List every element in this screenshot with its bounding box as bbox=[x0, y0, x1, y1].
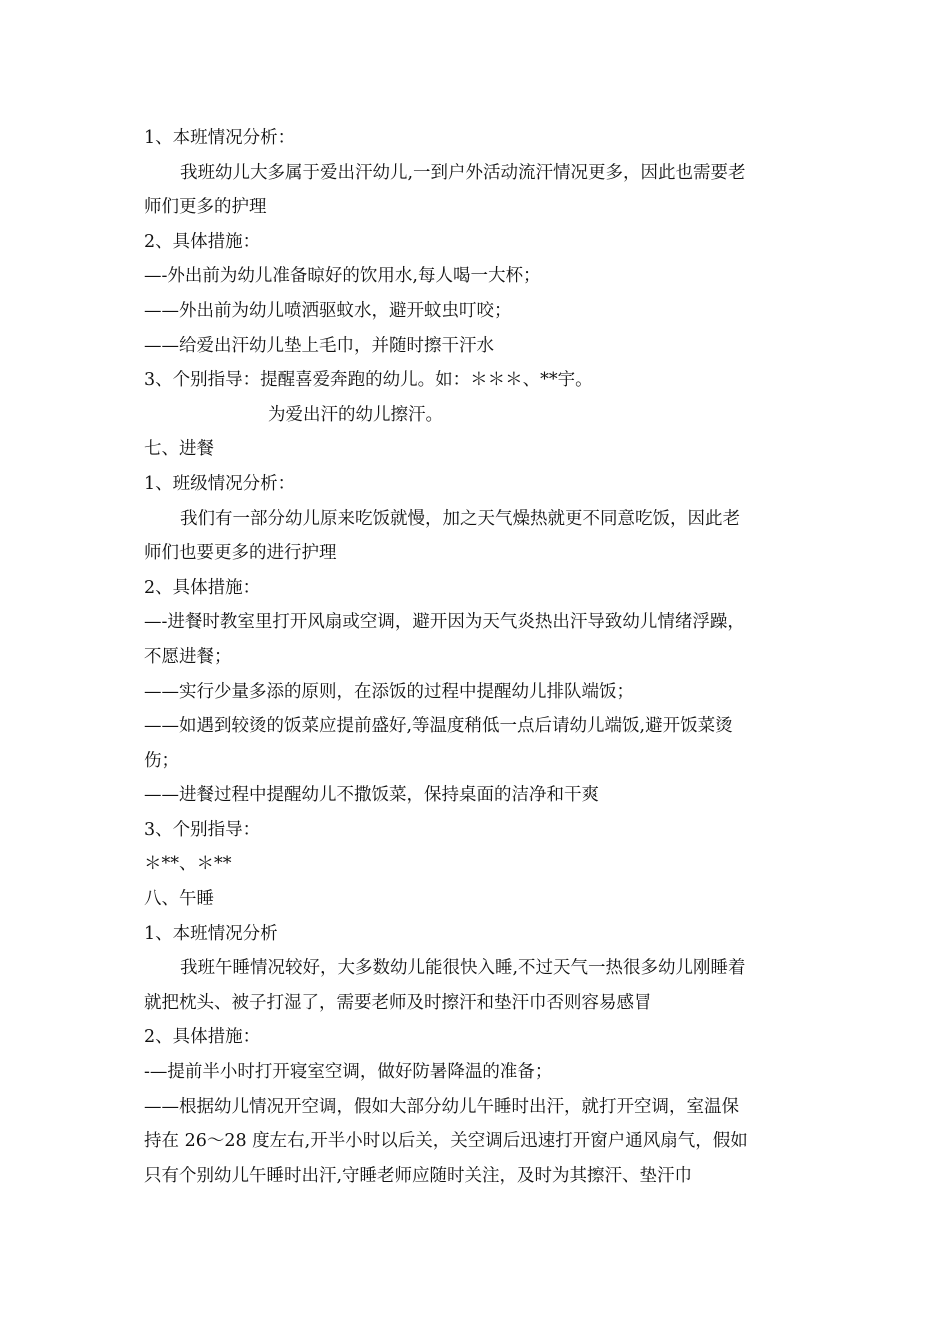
text-line: 1、本班情况分析 bbox=[144, 923, 278, 944]
text-line: 八、午睡 bbox=[144, 889, 214, 910]
text-line: 我班午睡情况较好，大多数幼儿能很快入睡,不过天气一热很多幼儿刚睡着 bbox=[180, 958, 746, 979]
text-line: ——实行少量多添的原则，在添饭的过程中提醒幼儿排队端饭； bbox=[144, 681, 634, 702]
text-line: 我班幼儿大多属于爱出汗幼儿,一到户外活动流汗情况更多，因此也需要老 bbox=[180, 162, 746, 183]
text-line: ——根据幼儿情况开空调，假如大部分幼儿午睡时出汗，就打开空调，室温保 bbox=[144, 1096, 739, 1117]
text-line: 1、本班情况分析： bbox=[144, 128, 296, 148]
text-line: 3、个别指导：提醒喜爱奔跑的幼儿。如：＊＊＊、**宇。 bbox=[144, 370, 593, 391]
text-line: 师们更多的护理 bbox=[144, 197, 267, 218]
text-line: 为爱出汗的幼儿擦汗。 bbox=[268, 404, 443, 425]
text-line: ——给爱出汗幼儿垫上毛巾，并随时擦干汗水 bbox=[144, 335, 494, 356]
text-line: 师们也要更多的进行护理 bbox=[144, 543, 337, 564]
text-line: 七、进餐 bbox=[144, 439, 214, 460]
text-line: -—提前半小时打开寝室空调，做好防暑降温的准备； bbox=[144, 1062, 553, 1083]
text-line: —-外出前为幼儿准备晾好的饮用水,每人喝一大杯； bbox=[144, 266, 541, 287]
text-line: ＊**、＊** bbox=[144, 854, 232, 875]
text-line: 持在 26～28 度左右,开半小时以后关，关空调后迅速打开窗户通风扇气，假如 bbox=[144, 1131, 748, 1152]
text-line: 2、具体措施： bbox=[144, 577, 261, 598]
text-line: 只有个别幼儿午睡时出汗,守睡老师应随时关注，及时为其擦汗、垫汗巾 bbox=[144, 1165, 693, 1186]
text-line: ——外出前为幼儿喷洒驱蚊水，避开蚊虫叮咬； bbox=[144, 300, 512, 321]
text-line: 伤； bbox=[144, 750, 179, 771]
text-line: —-进餐时教室里打开风扇或空调，避开因为天气炎热出汗导致幼儿情绪浮躁， bbox=[144, 612, 745, 633]
text-line: 2、具体措施： bbox=[144, 1027, 261, 1048]
document-body bbox=[144, 121, 814, 1193]
text-line: 不愿进餐； bbox=[144, 646, 232, 667]
text-line: ——如遇到较烫的饭菜应提前盛好,等温度稍低一点后请幼儿端饭,避开饭菜烫 bbox=[144, 716, 733, 737]
text-line: 就把枕头、被子打湿了，需要老师及时擦汗和垫汗巾否则容易感冒 bbox=[144, 992, 652, 1013]
text-line: 1、班级情况分析： bbox=[144, 473, 296, 494]
text-line: 2、具体措施： bbox=[144, 231, 261, 252]
text-line: ——进餐过程中提醒幼儿不撒饭菜，保持桌面的洁净和干爽 bbox=[144, 785, 599, 806]
text-line: 我们有一部分幼儿原来吃饭就慢，加之天气燥热就更不同意吃饭，因此老 bbox=[180, 508, 740, 529]
text-line: 3、个别指导： bbox=[144, 819, 261, 840]
